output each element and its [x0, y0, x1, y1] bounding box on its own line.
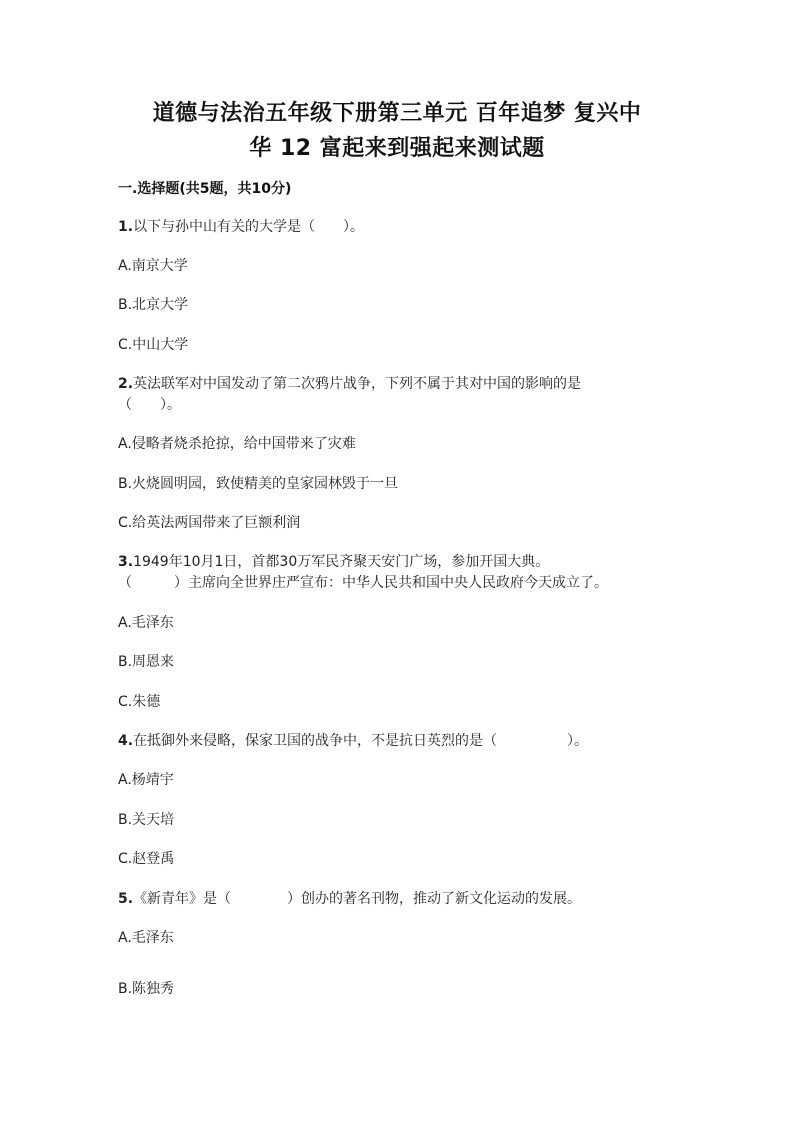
- question-2-option-a: A.侵略者烧杀抢掠，给中国带来了灾难: [118, 436, 356, 452]
- question-text: 英法联军对中国发动了第二次鸦片战争，下列不属于其对中国的影响的是: [133, 376, 582, 392]
- page-title-line-2: 华 12 富起来到强起来测试题: [249, 136, 545, 161]
- question-3-option-a: A.毛泽东: [118, 615, 174, 631]
- question-2-text-continued: （ ）。: [118, 397, 181, 413]
- question-4-option-c: C.赵登禹: [118, 851, 175, 867]
- question-number: 1.: [118, 219, 134, 235]
- question-4: [118, 731, 588, 751]
- question-text: 《新青年》是（ ）创办的著名刊物，推动了新文化运动的发展。: [133, 891, 582, 907]
- question-5-option-a: A.毛泽东: [118, 930, 174, 946]
- page-title-line-1: 道德与法治五年级下册第三单元 百年追梦 复兴中: [152, 101, 642, 126]
- question-number: 5.: [118, 891, 134, 907]
- question-4-option-a: A.杨靖宇: [118, 772, 174, 788]
- question-2-option-c: C.给英法两国带来了巨额利润: [118, 515, 301, 531]
- question-2-option-b: B.火烧圆明园，致使精美的皇家园林毁于一旦: [118, 476, 399, 492]
- section-heading: 一.选择题(共5题，共10分): [118, 181, 292, 197]
- question-number: 4.: [118, 733, 134, 749]
- question-1: [118, 217, 364, 237]
- question-1-option-c: C.中山大学: [118, 337, 189, 353]
- question-1-option-b: B.北京大学: [118, 297, 189, 313]
- question-3-option-b: B.周恩来: [118, 654, 175, 670]
- question-3-option-c: C.朱德: [118, 694, 161, 710]
- question-text: 以下与孙中山有关的大学是（ ）。: [133, 219, 365, 235]
- question-5: [118, 889, 581, 909]
- question-3-text-continued: （ ）主席向全世界庄严宣布：中华人民共和国中央人民政府今天成立了。: [118, 575, 608, 591]
- question-text: 1949年10月1日，首都30万军民齐聚天安门广场，参加开国大典。: [133, 554, 550, 570]
- question-4-option-b: B.关天培: [118, 812, 175, 828]
- question-text: 在抵御外来侵略，保家卫国的战争中，不是抗日英烈的是（ ）。: [133, 733, 589, 749]
- question-3: [118, 552, 549, 572]
- question-number: 3.: [118, 554, 134, 570]
- question-2: [118, 374, 581, 394]
- question-5-option-b: B.陈独秀: [118, 981, 175, 997]
- question-number: 2.: [118, 376, 134, 392]
- question-1-option-a: A.南京大学: [118, 258, 188, 274]
